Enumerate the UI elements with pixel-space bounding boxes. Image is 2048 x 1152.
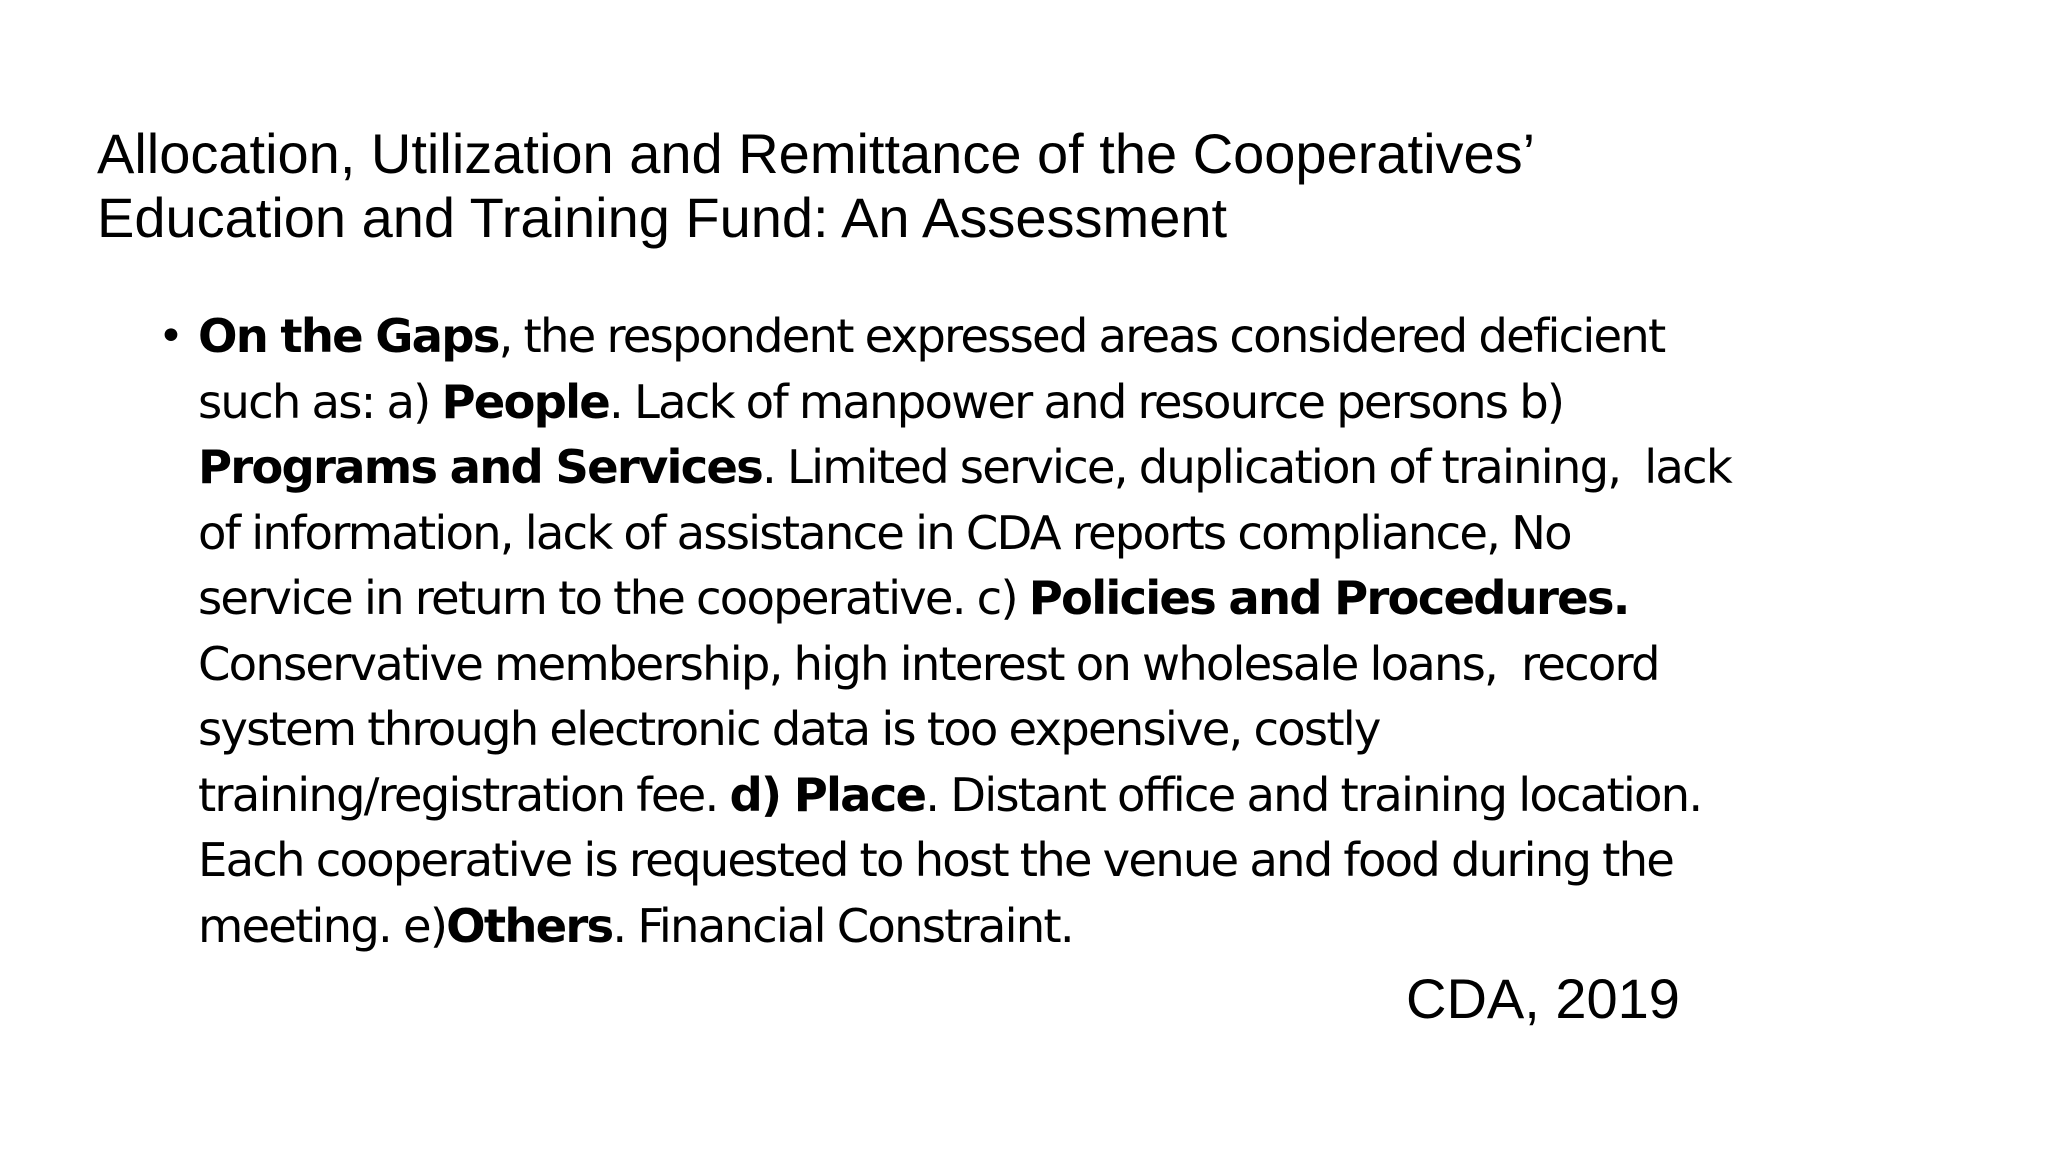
source-citation: CDA, 2019 (1406, 967, 1680, 1030)
bullet-line (198, 501, 1731, 567)
line-text: , the respondent expressed areas considered deficient (498, 309, 1665, 363)
line-text: system through electronic data is too expensive, costly (198, 702, 1380, 756)
line-text: meeting. e) (198, 898, 447, 953)
line-text: . Distant office and training location. (925, 767, 1702, 822)
slide-title-line-1: Allocation, Utilization and Remittance of the Cooperatives’ (97, 122, 1536, 185)
line-text: of information, lack of assistance in CDA reports compliance, No (198, 505, 1571, 560)
people-heading: People (441, 374, 610, 429)
bullet-line (198, 894, 1731, 960)
line-text: such as: a) (198, 374, 442, 429)
bullet-icon: • (158, 311, 184, 362)
policies-heading: Policies and Procedures. (1028, 571, 1629, 625)
place-heading: d) Place (729, 767, 926, 822)
others-heading: Others (446, 898, 613, 953)
line-text: . Limited service, duplication of training, lack (762, 440, 1731, 494)
bullet-text (198, 304, 1731, 959)
slide-title (97, 122, 1897, 250)
bullet-line (198, 828, 1731, 894)
bullet-line (198, 566, 1731, 632)
bullet-line (198, 370, 1731, 436)
line-text: . Lack of manpower and resource persons b) (609, 374, 1564, 429)
bullet-line (198, 435, 1731, 501)
bullet-line (198, 763, 1731, 829)
programs-heading: Programs and Services (198, 440, 763, 494)
bullet-line (198, 632, 1731, 698)
line-text: . Financial Constraint. (612, 898, 1073, 953)
line-text: Conservative membership, high interest on wholesale loans, record (198, 636, 1659, 691)
line-text: Each cooperative is requested to host the venue and food during the (198, 833, 1674, 887)
line-text: training/registration fee. (198, 767, 730, 822)
bullet-line (198, 697, 1731, 763)
gaps-heading: On the Gaps (198, 309, 499, 363)
line-text: service in return to the cooperative. c) (198, 571, 1029, 625)
slide-title-line-2: Education and Training Fund: An Assessment (97, 186, 1228, 249)
bullet-line (198, 304, 1731, 370)
